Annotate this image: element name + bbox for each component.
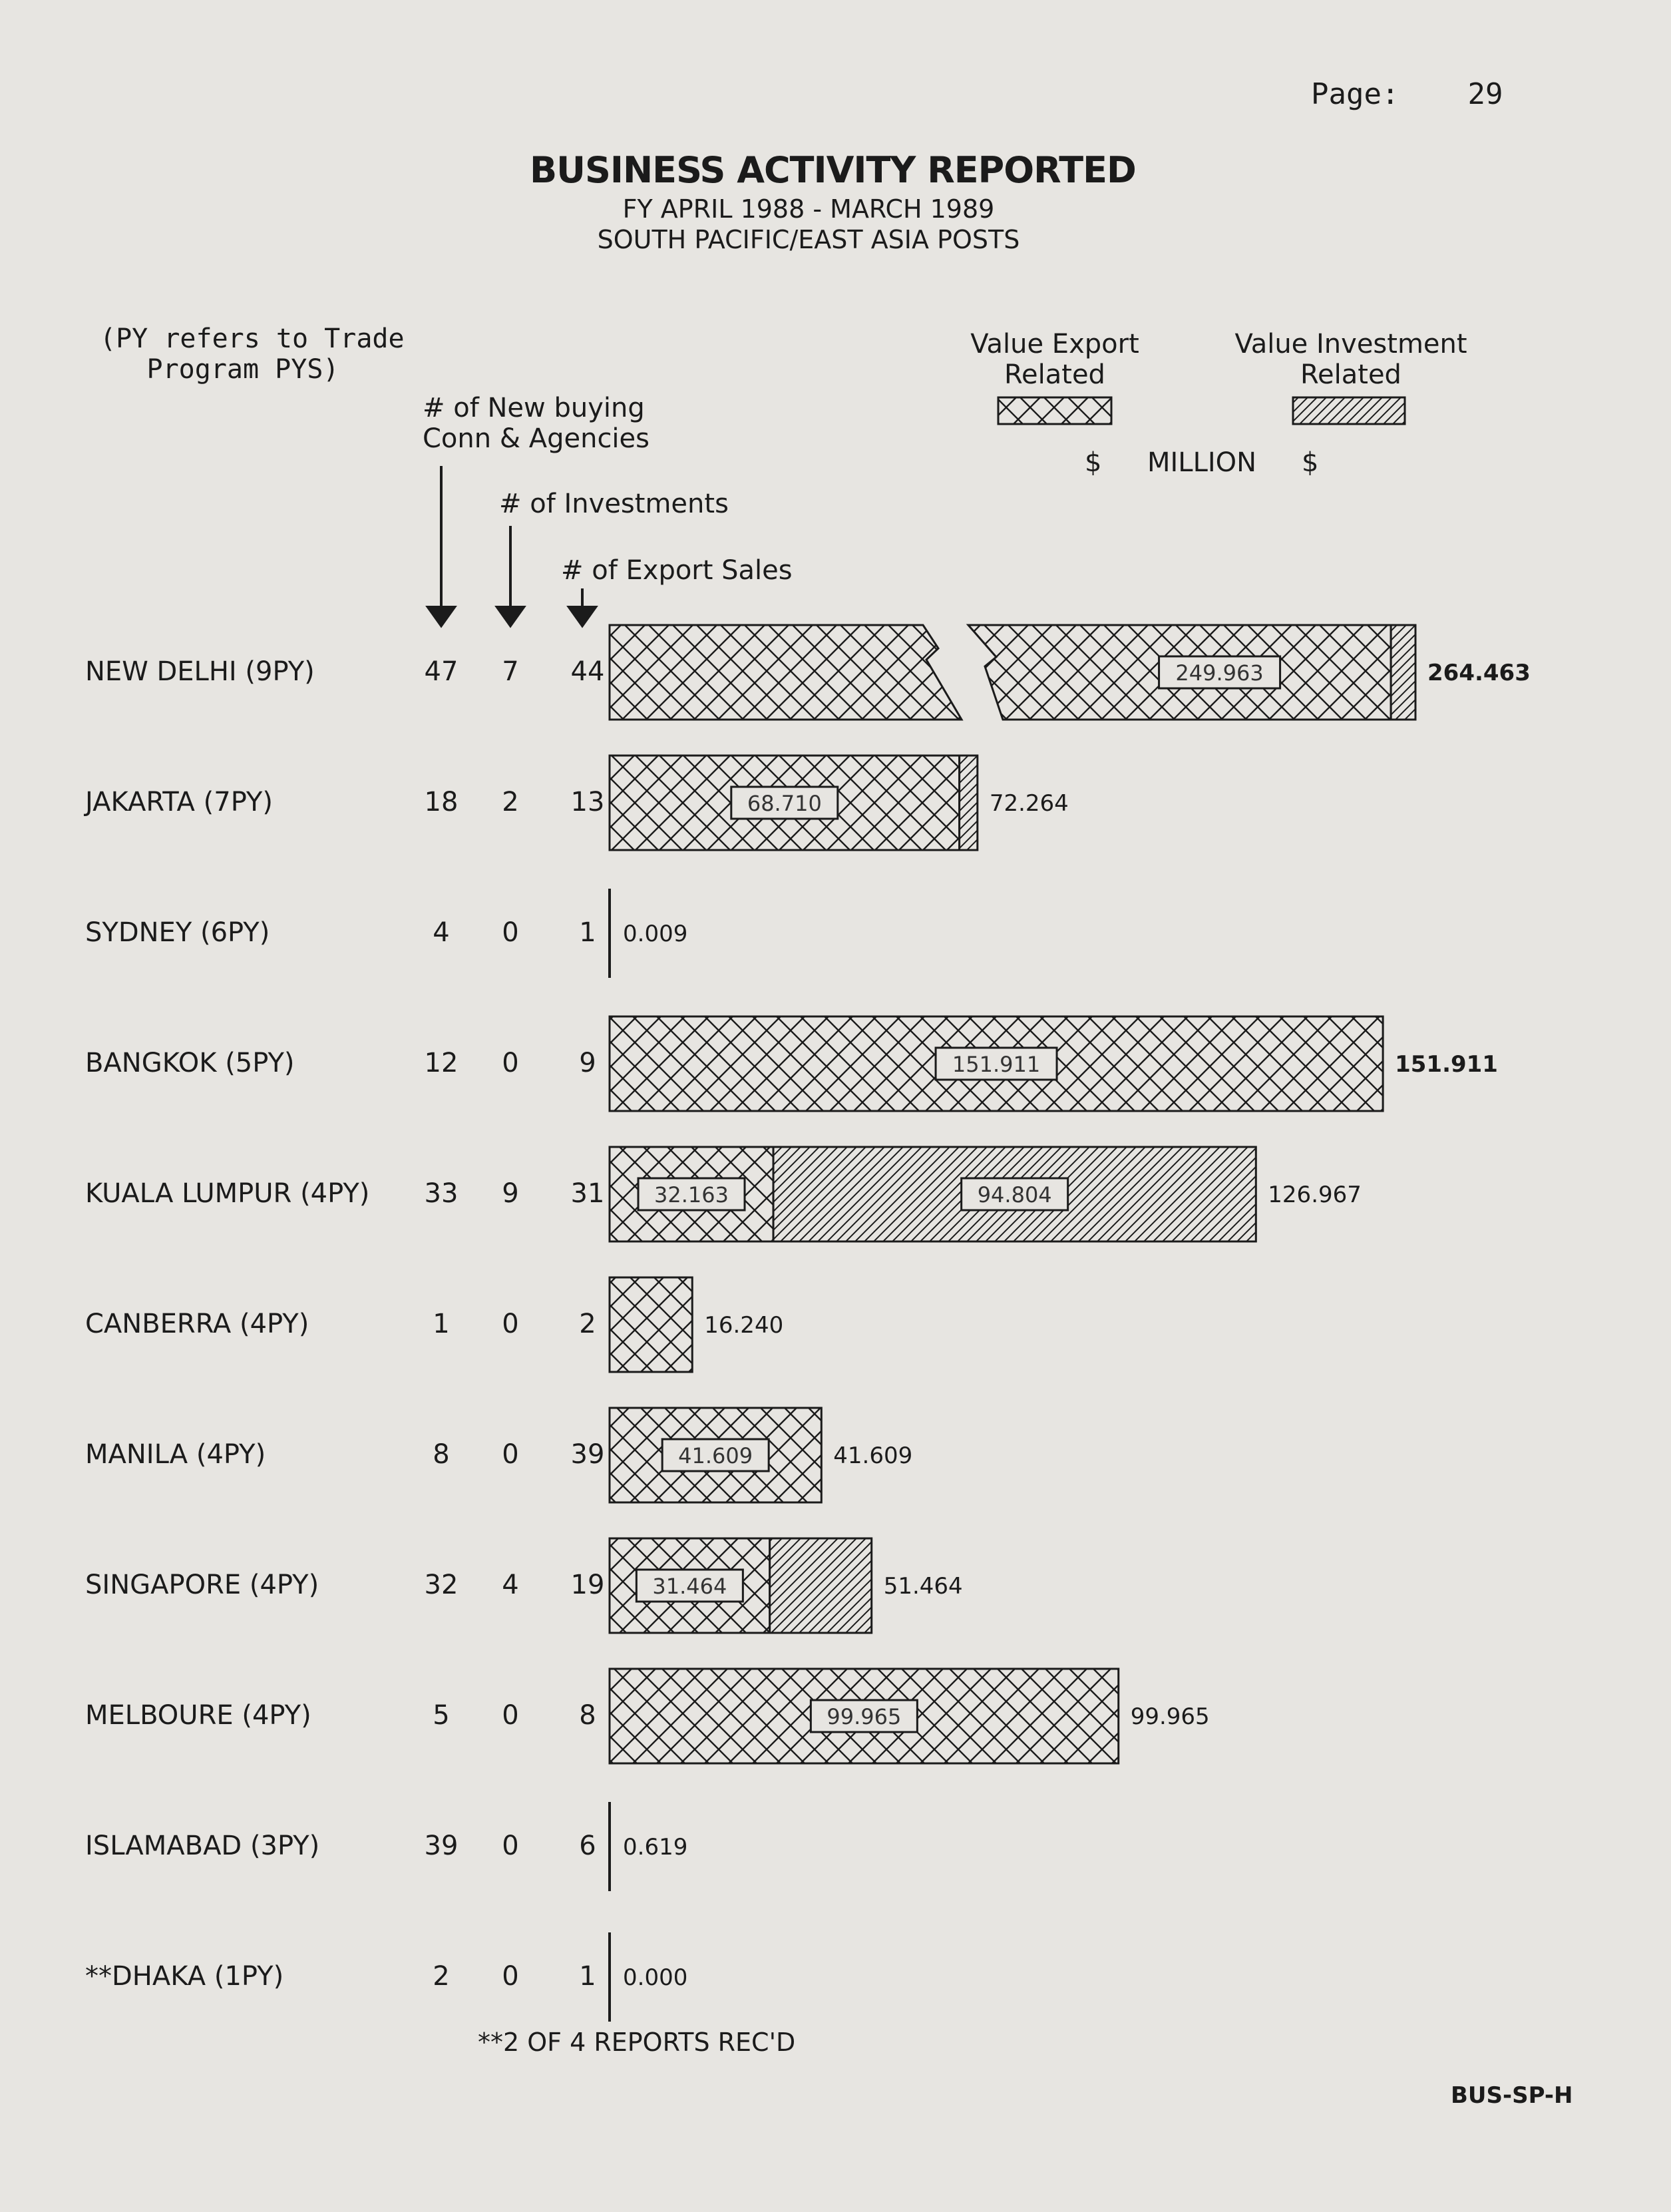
count-investments: 0 [502,1961,519,1992]
bar-total-label: 99.965 [1130,1703,1210,1730]
count-export-sales: 39 [570,1439,605,1470]
legend-investment-swatch [1293,397,1405,424]
count-investments: 0 [502,917,519,948]
count-new-buying: 47 [424,656,459,687]
bar-export-label: 249.963 [1175,660,1264,686]
arrow-investments-head [497,607,524,626]
row-label: BANGKOK (5PY) [85,1048,295,1078]
bar-total-label: 0.000 [623,1964,688,1991]
row-label: SINGAPORE (4PY) [85,1570,319,1600]
count-export-sales: 44 [570,656,605,687]
bar-total-label: 0.009 [623,921,688,947]
legend-export-line2: Related [1004,359,1105,390]
count-export-sales: 2 [579,1309,596,1339]
bar-investment-label: 94.804 [977,1182,1052,1208]
count-export-sales: 1 [579,917,596,948]
count-new-buying: 12 [424,1048,459,1078]
legend-investment-line1: Value Investment [1234,329,1467,359]
count-investments: 0 [502,1048,519,1078]
bar-total-label: 72.264 [989,790,1069,817]
legend-unit: MILLION [1147,447,1257,478]
count-new-buying: 33 [424,1178,459,1209]
row-label: **DHAKA (1PY) [85,1961,284,1992]
count-export-sales: 9 [579,1048,596,1078]
row-label: MELBOURE (4PY) [85,1700,311,1731]
page-title: BUSINESS ACTIVITY REPORTED [530,149,1136,191]
row-label: CANBERRA (4PY) [85,1309,309,1339]
bar-total-label: 16.240 [704,1312,784,1339]
legend-currency-left: $ [1085,447,1102,478]
bar-total-label: 41.609 [833,1442,913,1469]
count-investments: 0 [502,1439,519,1470]
bar-total-label: 151.911 [1395,1051,1498,1078]
bar-investment-segment [960,756,978,850]
page-label: Page: [1311,77,1399,111]
subtitle-region: SOUTH PACIFIC/EAST ASIA POSTS [597,225,1020,254]
bar-investment-segment [1391,625,1415,720]
bar-total-label: 264.463 [1427,660,1531,686]
count-export-sales: 19 [570,1570,605,1600]
count-investments: 0 [502,1309,519,1339]
count-investments: 9 [502,1178,519,1209]
count-export-sales: 8 [579,1700,596,1731]
arrow-new-buying-head [428,607,455,626]
bar-export-label: 99.965 [827,1704,902,1729]
count-new-buying: 1 [433,1309,450,1339]
bar-investment-segment [770,1538,872,1633]
header-investments: # of Investments [499,489,729,519]
py-note-line1: (PY refers to Trade [100,324,405,354]
count-export-sales: 6 [579,1831,596,1861]
bar-export-label: 32.163 [654,1182,729,1208]
document-code: BUS-SP-H [1451,2082,1573,2109]
page-number-value: 29 [1467,77,1503,111]
legend-investment-line2: Related [1300,359,1401,390]
count-new-buying: 5 [433,1700,450,1731]
legend-currency-right: $ [1302,447,1319,478]
bar-total-label: 126.967 [1268,1182,1362,1208]
count-investments: 0 [502,1831,519,1861]
header-new-buying-line2: Conn & Agencies [423,423,650,454]
count-new-buying: 39 [424,1831,459,1861]
bar-export-label: 41.609 [678,1443,753,1468]
row-label: SYDNEY (6PY) [85,917,270,948]
count-new-buying: 2 [433,1961,450,1992]
column-arrows [428,466,596,626]
count-export-sales: 1 [579,1961,596,1992]
row-label: ISLAMABAD (3PY) [85,1831,320,1861]
bar-total-label: 51.464 [883,1573,963,1600]
bar-export-segment [610,1277,692,1372]
bar-export-label: 151.911 [952,1052,1041,1077]
subtitle-period: FY APRIL 1988 - MARCH 1989 [622,194,995,224]
bar-export-label: 68.710 [747,791,822,816]
row-label: KUALA LUMPUR (4PY) [85,1178,370,1209]
row-label: MANILA (4PY) [85,1439,266,1470]
row-label: JAKARTA (7PY) [85,787,273,817]
count-export-sales: 13 [570,787,605,817]
count-export-sales: 31 [570,1178,605,1209]
count-new-buying: 4 [433,917,450,948]
count-investments: 4 [502,1570,519,1600]
footnote: **2 OF 4 REPORTS REC'D [478,2028,796,2057]
row-label: NEW DELHI (9PY) [85,656,315,687]
count-investments: 7 [502,656,519,687]
bar-total-label: 0.619 [623,1834,688,1861]
count-new-buying: 18 [424,787,459,817]
header-export-sales: # of Export Sales [561,555,793,586]
arrow-export-sales-head [569,607,596,626]
count-new-buying: 8 [433,1439,450,1470]
bar-export-segment-left [610,625,962,720]
legend-export-line1: Value Export [970,329,1139,359]
legend-export-swatch [998,397,1111,424]
count-new-buying: 32 [424,1570,459,1600]
count-investments: 2 [502,787,519,817]
py-note-line2: Program PYS) [146,354,339,385]
count-investments: 0 [502,1700,519,1731]
bar-export-label: 31.464 [652,1574,727,1599]
header-new-buying-line1: # of New buying [423,393,645,423]
